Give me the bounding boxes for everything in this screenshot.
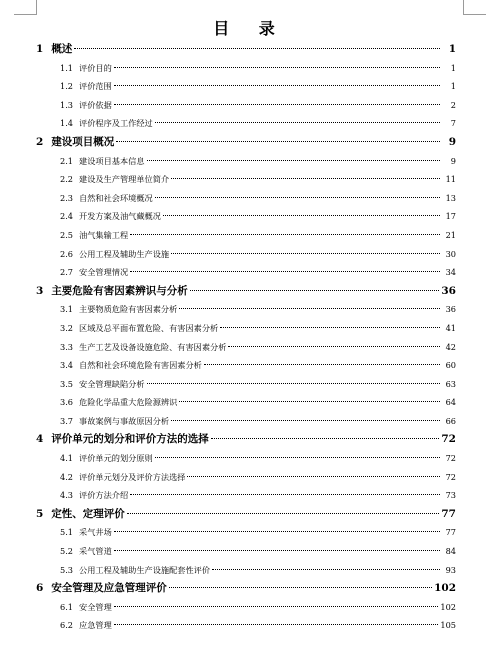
entry-label: 定性、定理评价 — [51, 507, 125, 520]
entry-label: 自然和社会环境概况 — [79, 192, 153, 203]
entry-page-number: 42 — [445, 341, 456, 352]
entry-page-number: 21 — [445, 229, 456, 240]
toc-section-entry[interactable] — [36, 96, 456, 115]
entry-page-number: 64 — [445, 397, 456, 408]
entry-label: 建设项目基本信息 — [79, 155, 145, 166]
entry-label: 安全管理缺陷分析 — [79, 378, 145, 389]
toc-section-entry[interactable] — [36, 189, 456, 208]
entry-page-number: 11 — [445, 174, 456, 185]
entry-label: 自然和社会环境危险有害因素分析 — [79, 360, 202, 371]
entry-page-number: 72 — [441, 433, 456, 446]
toc-chapter-entry[interactable] — [36, 40, 456, 59]
toc-section-entry[interactable] — [36, 77, 456, 96]
toc-section-entry[interactable] — [36, 300, 456, 319]
entry-label: 评价范围 — [79, 81, 112, 92]
entry-label: 评价单元的划分原则 — [79, 453, 153, 464]
dot-leader — [130, 494, 440, 495]
entry-page-number: 9 — [448, 135, 456, 148]
entry-page-number: 102 — [434, 582, 456, 595]
entry-page-number: 7 — [450, 118, 456, 129]
page-title: 目 录 — [213, 19, 287, 38]
dot-leader — [211, 438, 440, 439]
entry-label: 生产工艺及设备设施危险、有害因素分析 — [79, 341, 227, 352]
entry-number: 4.3 — [60, 490, 74, 501]
entry-page-number: 30 — [445, 248, 456, 259]
entry-page-number: 73 — [445, 490, 456, 501]
dot-leader — [130, 271, 440, 272]
dot-leader — [179, 308, 440, 309]
entry-label: 主要危险有害因素辨识与分析 — [51, 284, 188, 297]
entry-page-number: 93 — [445, 564, 456, 575]
dot-leader — [114, 104, 440, 105]
dot-leader — [114, 550, 440, 551]
entry-number: 3.2 — [60, 322, 74, 333]
dot-leader — [171, 178, 440, 179]
toc-section-entry[interactable] — [36, 356, 456, 375]
toc-section-entry[interactable] — [36, 523, 456, 542]
entry-label: 油气集输工程 — [79, 229, 129, 240]
entry-page-number: 2 — [450, 99, 456, 110]
entry-number: 3.7 — [60, 415, 74, 426]
dot-leader — [114, 67, 440, 68]
toc-chapter-entry[interactable] — [36, 579, 456, 598]
entry-number: 2.7 — [60, 267, 74, 278]
entry-label: 评价单元的划分和评价方法的选择 — [51, 433, 209, 446]
dot-leader — [147, 383, 440, 384]
entry-number: 6.2 — [60, 620, 74, 631]
toc-section-entry[interactable] — [36, 59, 456, 78]
entry-page-number: 72 — [445, 471, 456, 482]
entry-page-number: 84 — [445, 546, 456, 557]
entry-number: 3.5 — [60, 378, 74, 389]
dot-leader — [147, 160, 440, 161]
entry-page-number: 36 — [445, 304, 456, 315]
dot-leader — [179, 401, 440, 402]
dot-leader — [169, 587, 432, 588]
entry-label: 安全管理情况 — [79, 267, 129, 278]
entry-page-number: 77 — [445, 527, 456, 538]
dot-leader — [171, 253, 440, 254]
entry-number: 4.2 — [60, 471, 74, 482]
dot-leader — [228, 346, 440, 347]
entry-number: 1.1 — [60, 62, 74, 73]
toc-section-entry[interactable] — [36, 412, 456, 431]
entry-page-number: 34 — [445, 267, 456, 278]
entry-label: 开发方案及油气藏概况 — [79, 211, 161, 222]
dot-leader — [114, 531, 440, 532]
entry-page-number: 1 — [448, 43, 456, 55]
dot-leader — [114, 624, 439, 625]
dot-leader — [187, 476, 440, 477]
entry-number: 5 — [36, 507, 44, 520]
dot-leader — [220, 327, 440, 328]
entry-label: 事故案例与事故原因分析 — [79, 415, 170, 426]
dot-leader — [155, 457, 440, 458]
entry-number: 2.6 — [60, 248, 74, 259]
entry-page-number: 66 — [445, 415, 456, 426]
entry-page-number: 36 — [441, 284, 456, 297]
entry-label: 区域及总平面布置危险、有害因素分析 — [79, 322, 219, 333]
toc-section-entry[interactable] — [36, 468, 456, 487]
entry-label: 建设及生产管理单位简介 — [79, 174, 170, 185]
entry-number: 6.1 — [60, 601, 74, 612]
dot-leader — [116, 141, 440, 142]
entry-page-number: 77 — [441, 507, 456, 520]
crop-mark-top-right — [463, 0, 486, 15]
entry-page-number: 102 — [440, 601, 456, 612]
entry-number: 5.2 — [60, 546, 74, 557]
entry-number: 2.5 — [60, 229, 74, 240]
dot-leader — [127, 513, 440, 514]
toc-section-entry[interactable] — [36, 616, 456, 635]
entry-number: 1.4 — [60, 118, 74, 129]
entry-number: 3.3 — [60, 341, 74, 352]
dot-leader — [74, 48, 440, 49]
entry-number: 3 — [36, 284, 44, 297]
dot-leader — [114, 85, 440, 86]
entry-number: 3.4 — [60, 360, 74, 371]
toc-section-entry[interactable] — [36, 152, 456, 171]
entry-page-number: 1 — [450, 81, 456, 92]
entry-number: 2.2 — [60, 174, 74, 185]
entry-label: 评价依据 — [79, 99, 112, 110]
dot-leader — [155, 122, 440, 123]
entry-number: 3.1 — [60, 304, 74, 315]
dot-leader — [155, 197, 440, 198]
entry-number: 2.1 — [60, 155, 74, 166]
entry-page-number: 105 — [440, 620, 456, 631]
entry-label: 评价目的 — [79, 62, 112, 73]
toc-section-entry[interactable] — [36, 598, 456, 617]
entry-label: 安全管理及应急管理评价 — [51, 582, 167, 595]
entry-page-number: 41 — [445, 322, 456, 333]
toc-section-entry[interactable] — [36, 170, 456, 189]
entry-label: 危险化学品重大危险源辨识 — [79, 397, 178, 408]
entry-number: 1.3 — [60, 99, 74, 110]
dot-leader — [114, 606, 439, 607]
dot-leader — [204, 364, 440, 365]
entry-page-number: 63 — [445, 378, 456, 389]
toc-chapter-entry[interactable] — [36, 282, 456, 301]
dot-leader — [163, 215, 440, 216]
toc-section-entry[interactable] — [36, 245, 456, 264]
entry-page-number: 9 — [450, 155, 456, 166]
entry-label: 公用工程及辅助生产设施 — [79, 248, 170, 259]
entry-number: 4.1 — [60, 453, 74, 464]
entry-number: 5.1 — [60, 527, 74, 538]
entry-label: 建设项目概况 — [51, 135, 115, 148]
entry-number: 3.6 — [60, 397, 74, 408]
entry-page-number: 1 — [450, 62, 456, 73]
toc-section-entry[interactable] — [36, 449, 456, 468]
entry-label: 概述 — [51, 43, 73, 55]
dot-leader — [171, 420, 440, 421]
dot-leader — [212, 569, 440, 570]
toc-section-entry[interactable] — [36, 114, 456, 133]
toc-section-entry[interactable] — [36, 561, 456, 580]
toc-section-entry[interactable] — [36, 319, 456, 338]
entry-number: 2.4 — [60, 211, 74, 222]
toc-section-entry[interactable] — [36, 486, 456, 505]
entry-number: 1 — [36, 43, 44, 55]
entry-page-number: 13 — [445, 192, 456, 203]
toc-section-entry[interactable] — [36, 542, 456, 561]
toc-chapter-entry[interactable] — [36, 133, 456, 152]
dot-leader — [190, 290, 440, 291]
entry-page-number: 72 — [445, 453, 456, 464]
toc-section-entry[interactable] — [36, 338, 456, 357]
entry-number: 4 — [36, 433, 44, 446]
toc-section-entry[interactable] — [36, 375, 456, 394]
entry-label: 安全管理 — [79, 601, 112, 612]
entry-label: 主要物质危险有害因素分析 — [79, 304, 178, 315]
entry-label: 公用工程及辅助生产设施配套性评价 — [79, 564, 211, 575]
crop-mark-top-left — [14, 0, 37, 15]
entry-number: 2 — [36, 135, 44, 148]
toc-section-entry[interactable] — [36, 207, 456, 226]
dot-leader — [130, 234, 440, 235]
entry-number: 6 — [36, 582, 44, 595]
toc-section-entry[interactable] — [36, 226, 456, 245]
table-of-contents — [36, 40, 456, 635]
entry-number: 1.2 — [60, 81, 74, 92]
entry-label: 应急管理 — [79, 620, 112, 631]
entry-label: 采气管道 — [79, 546, 112, 557]
entry-label: 评价单元划分及评价方法选择 — [79, 471, 186, 482]
entry-label: 采气井场 — [79, 527, 112, 538]
toc-chapter-entry[interactable] — [36, 505, 456, 524]
entry-label: 评价程序及工作经过 — [79, 118, 153, 129]
entry-label: 评价方法介绍 — [79, 490, 129, 501]
toc-section-entry[interactable] — [36, 393, 456, 412]
entry-number: 2.3 — [60, 192, 74, 203]
toc-chapter-entry[interactable] — [36, 430, 456, 449]
toc-section-entry[interactable] — [36, 263, 456, 282]
entry-number: 5.3 — [60, 564, 74, 575]
entry-page-number: 60 — [445, 360, 456, 371]
entry-page-number: 17 — [445, 211, 456, 222]
